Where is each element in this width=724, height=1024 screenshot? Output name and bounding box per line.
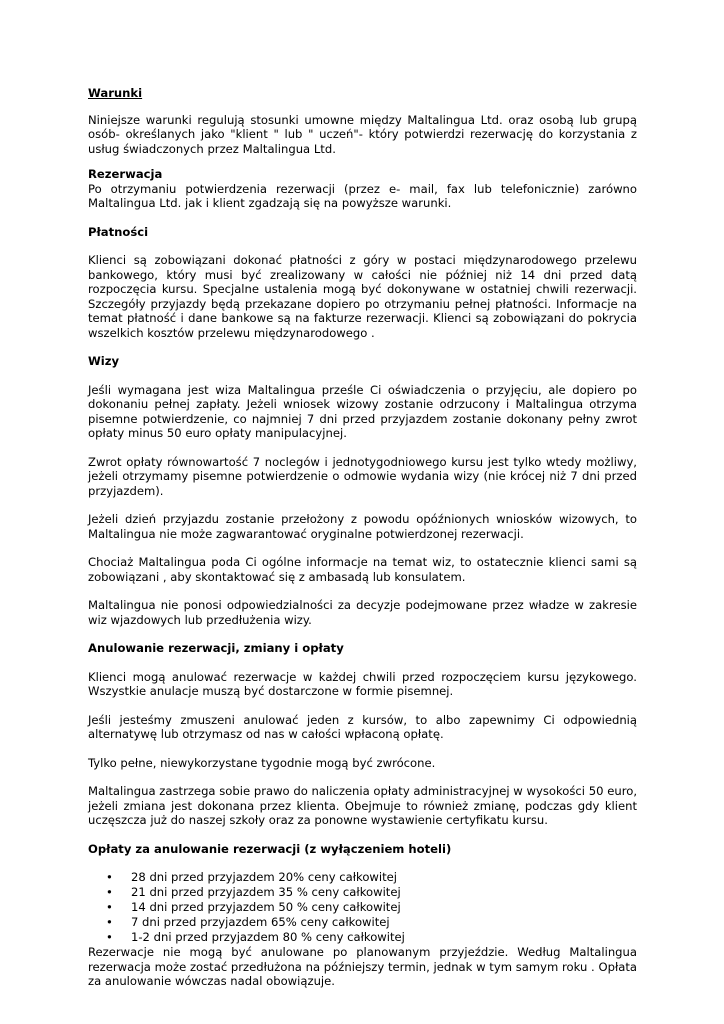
paragraph-wizy-1: Jeśli wymagana jest wiza Maltalingua prześle Ci oświadczenia o przyjęciu, ale dopiero po dokonaniu pełnej zapłaty. Jeżeli wniosek wizowy zostanie odrzucony i Maltalingua otrzyma pisemne potwierdzenie, co najmniej 7 dni przed przyjazdem zostanie dokonany pełny zwrot opłaty minus 50 euro opłaty manipulacyjnej. [88,382,637,440]
document-page [88,86,637,989]
paragraph-wizy-2: Zwrot opłaty równowartość 7 noclegów i jednotygodniowego kursu jest tylko wtedy możliwy, jeżeli otrzymamy pisemne potwierdzenie o odmowie wydania wizy (nie krócej niż 7 dni przed przyjazdem). [88,454,637,498]
paragraph-anulowanie-4: Maltalingua zastrzega sobie prawo do naliczenia opłaty administracyjnej w wysokości 50 euro, jeżeli zmiana jest dokonana przez klienta. Obejmuje to również zmianę, podczas gdy klient uczęszcza już do naszej szkoły oraz za ponowne wystawienie certyfikatu kursu. [88,784,637,827]
paragraph-anulowanie-3: Tylko pełne, niewykorzystane tygodnie mogą być zwrócone. [88,755,436,770]
list-item: • 1-2 dni przed przyjazdem 80 % ceny całkowitej [106,930,405,944]
paragraph-wizy-3: Jeżeli dzień przyjazdu zostanie przełożony z powodu opóźnionych wniosków wizowych, to Maltalingua nie może zagwarantować oryginalne potwierdzonej rezerwacji. [88,512,637,541]
heading-platnosci: Płatności [88,224,149,239]
paragraph-wizy-4: Chociaż Maltalingua poda Ci ogólne informacje na temat wiz, to ostatecznie klienci sami są zobowiązani , aby skontaktować się z ambasadą lub konsulatem. [88,555,637,584]
list-item: • 14 dni przed przyjazdem 50 % ceny całkowitej [106,900,401,914]
paragraph-oplaty: Rezerwacje nie mogą być anulowane po planowanym przyjeździe. Według Maltalingua rezerwacja może zostać przedłużona na późniejszy termin, jednak w tym samym roku . Opłata za anulowanie wówczas nadal obowiązuje. [88,945,637,988]
list-item: • 7 dni przed przyjazdem 65% ceny całkowitej [106,915,390,929]
heading-warunki: Warunki [88,86,143,100]
heading-wizy: Wizy [88,354,120,368]
bullet-icon: • [106,900,113,914]
bullet-icon: • [106,885,113,899]
bullet-icon: • [106,870,113,884]
paragraph-anulowanie-1: Klienci mogą anulować rezerwacje w każdej chwili przed rozpoczęciem kursu językowego. Wszystkie anulacje muszą być dostarczone w formie pisemnej. [88,669,637,698]
paragraph-platnosci: Klienci są zobowiązani dokonać płatności z góry w postaci międzynarodowego przelewu bankowego, który musi być zrealizowany w całości nie później niż 14 dni przed datą rozpoczęcia kursu. Specjalne ustalenia mogą być dokonywane w ostatniej chwili rezerwacji. Szczegóły przyjazdy będą przekazane dopiero po otrzymaniu pełnej płatności. Informacje na temat płatność i dane bankowe są na fakturze rezerwacji. Klienci są zobowiązani do pokrycia wszelkich kosztów przelewu międzynarodowego . [88,253,637,340]
heading-oplaty: Opłaty za anulowanie rezerwacji (z wyłączeniem hoteli) [88,841,452,856]
cancellation-fee-list [88,870,637,945]
paragraph-wizy-5: Maltalingua nie ponosi odpowiedzialności za decyzje podejmowane przez władze w zakresie wiz wjazdowych lub przedłużenia wizy. [88,598,637,627]
paragraph-anulowanie-2: Jeśli jesteśmy zmuszeni anulować jeden z kursów, to albo zapewnimy Ci odpowiednią alternatywę lub otrzymasz od nas w całości wpłaconą opłatę. [88,712,637,741]
bullet-icon: • [106,915,113,929]
list-item: • 28 dni przed przyjazdem 20% ceny całkowitej [106,870,398,884]
list-item: • 21 dni przed przyjazdem 35 % ceny całkowitej [106,885,401,899]
paragraph-warunki: Niniejsze warunki regulują stosunki umowne między Maltalingua Ltd. oraz osobą lub grupą osób- określanych jako "klient " lub " uczeń"- który potwierdzi rezerwację do korzystania z usług świadczonych przez Maltalingua Ltd. [88,112,637,156]
bullet-icon: • [106,930,113,944]
heading-rezerwacja: Rezerwacja [88,167,163,181]
paragraph-rezerwacja: Po otrzymaniu potwierdzenia rezerwacji (przez e- mail, fax lub telefonicznie) zarówno Maltalingua Ltd. jak i klient zgadzają się na powyższe warunki. [88,181,637,210]
heading-anulowanie: Anulowanie rezerwacji, zmiany i opłaty [88,641,344,655]
